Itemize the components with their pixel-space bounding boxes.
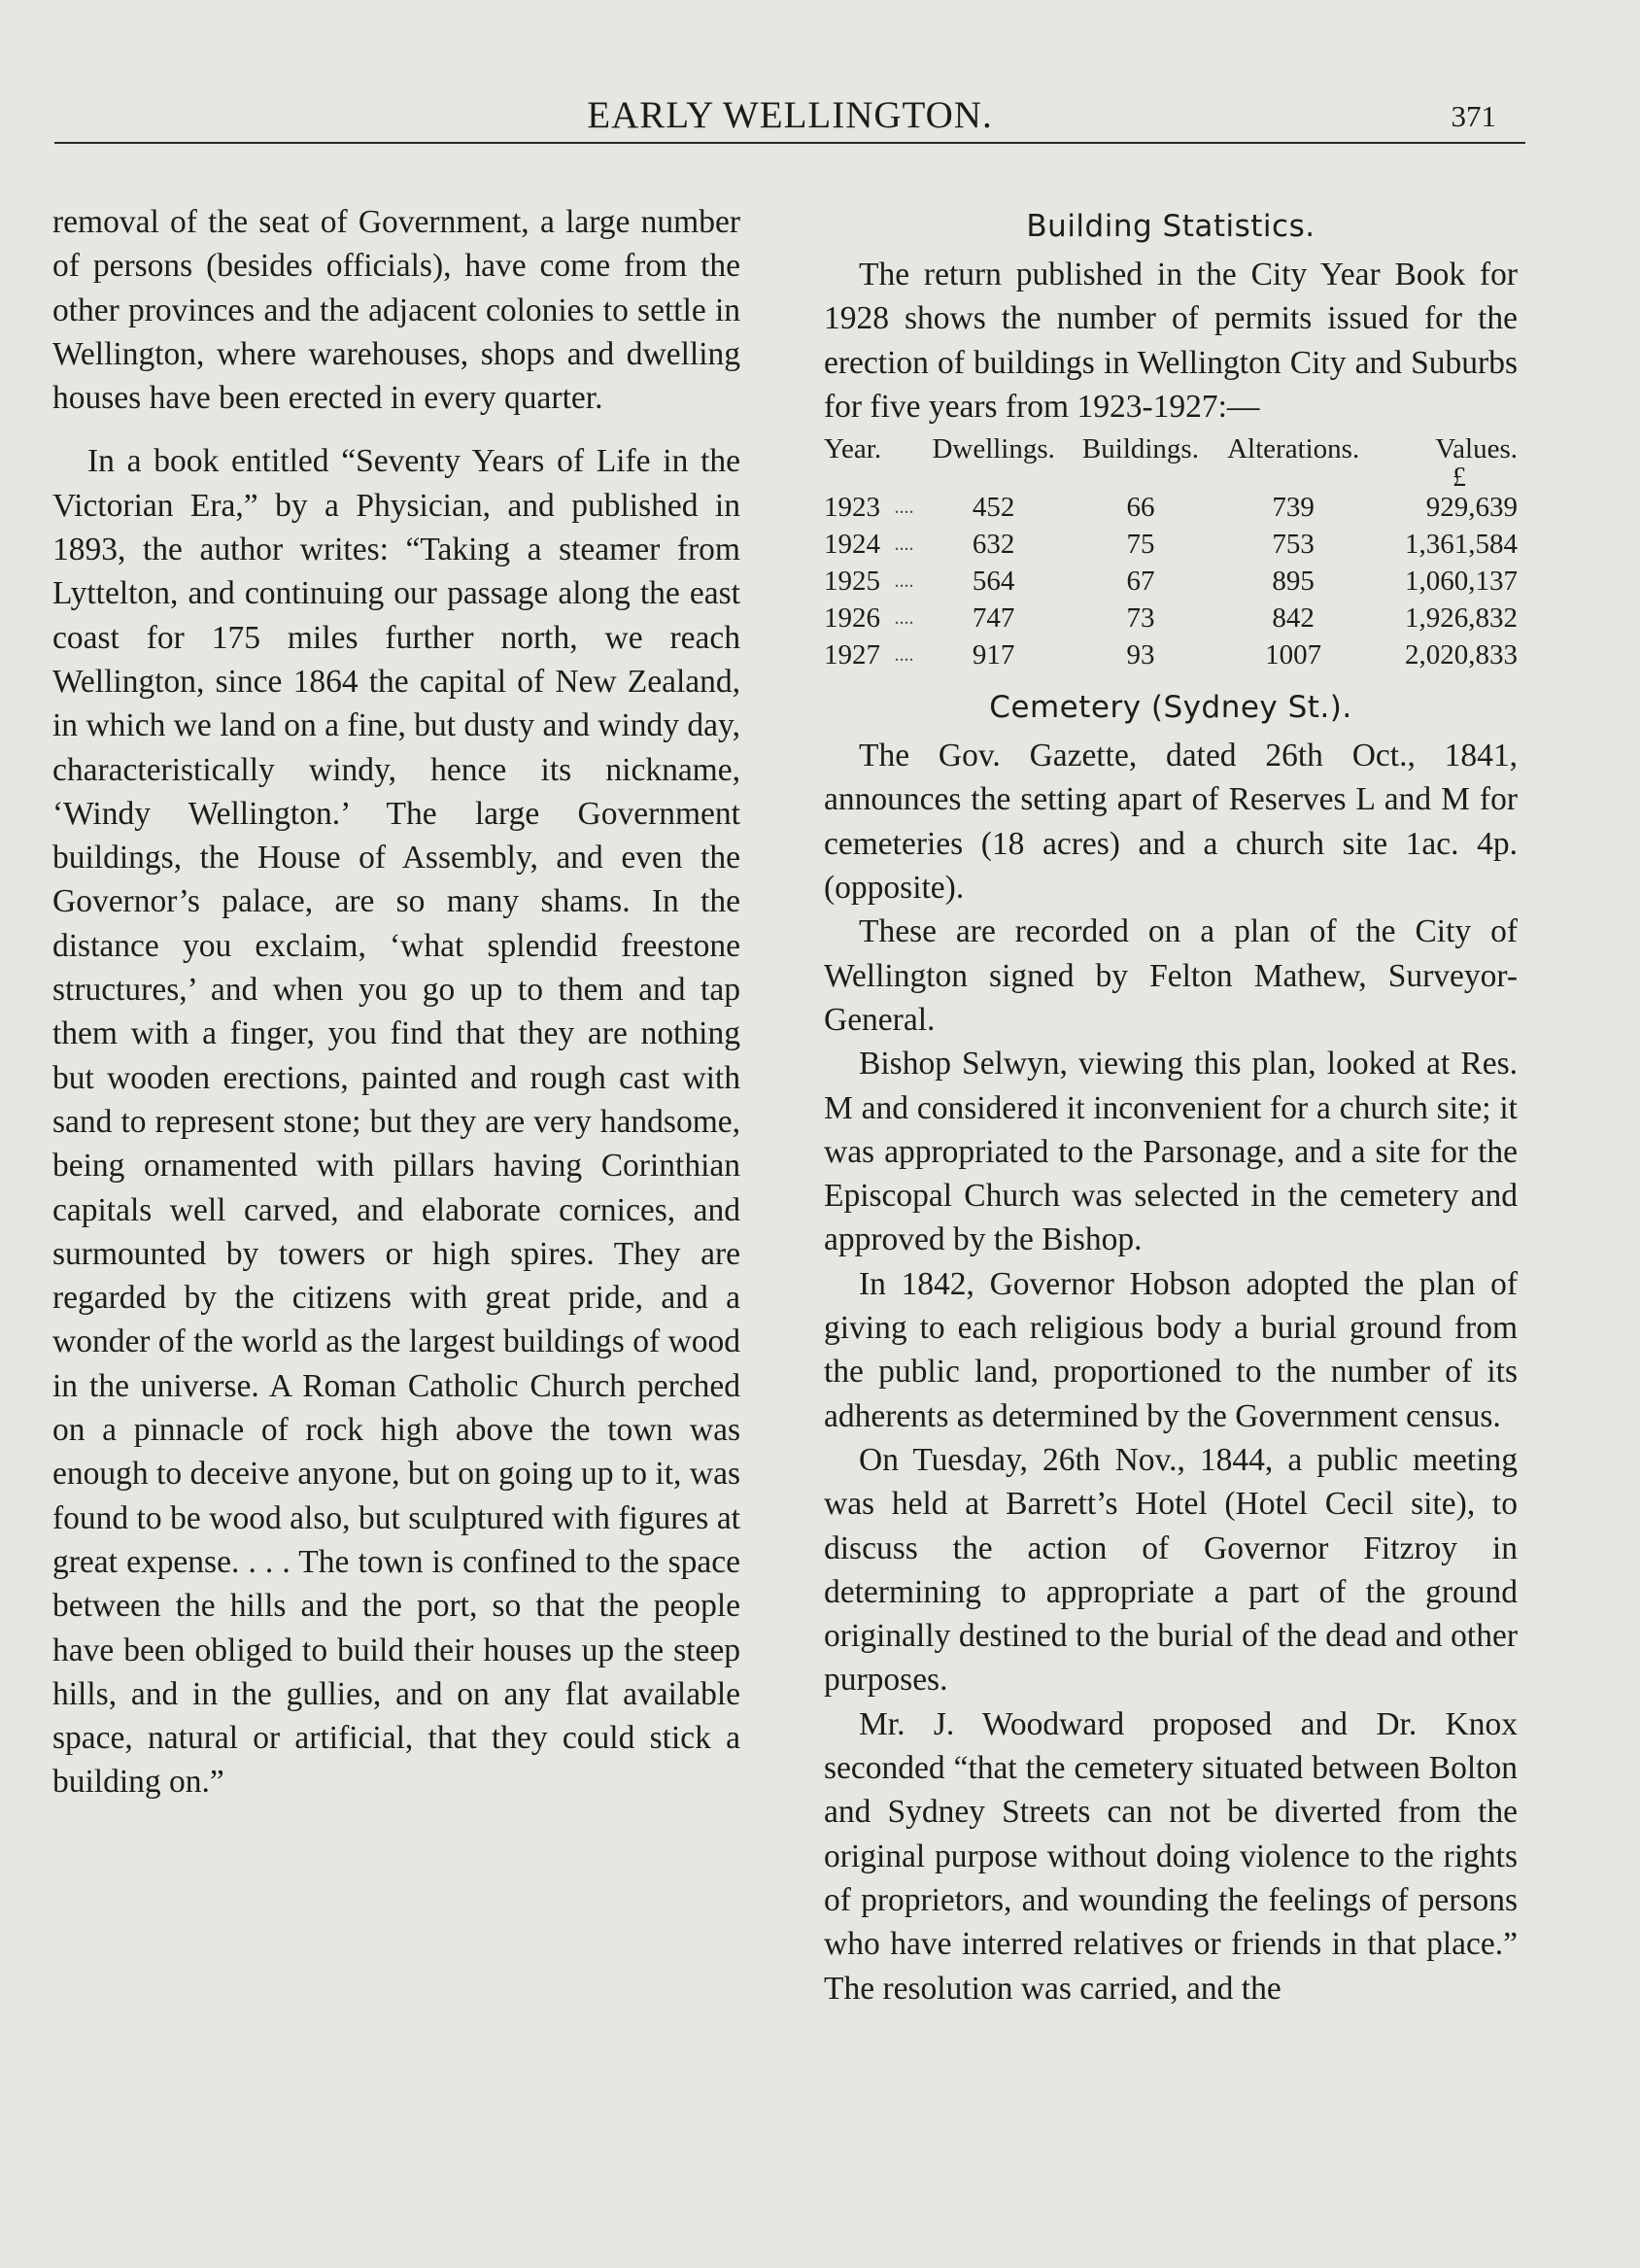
cell-leader: .... <box>894 644 914 667</box>
cell-dwellings: 917 <box>972 639 1015 671</box>
page-number: 371 <box>1451 99 1496 133</box>
paragraph: The Gov. Gazette, dated 26th Oct., 1841, announces the setting apart of Reserves L and M for cemeteries (18 acres) and a church site 1ac. 4p. (opposite). <box>824 738 1518 907</box>
column-header-dwellings: Dwellings. <box>932 433 1055 465</box>
paragraph: removal of the seat of Government, a large number of persons (besides officials), have come from the other provinces and the adjacent colonies to settle in Wellington, where warehouses, shops and dwelling houses have been erected in every quarter. <box>52 204 740 417</box>
cell-values: 2,020,833 <box>1405 639 1518 671</box>
cell-leader: .... <box>894 607 914 630</box>
paragraph: The return published in the City Year Book for 1928 shows the number of permits issued for the erection of buildings in Wellington City and Suburbs for five years from 1923-1927:— <box>824 257 1518 425</box>
cell-alterations: 753 <box>1272 529 1315 561</box>
cell-alterations: 1007 <box>1265 639 1322 671</box>
cell-year: 1923 <box>824 492 880 524</box>
column-header-year: Year. <box>824 433 882 465</box>
cell-dwellings: 564 <box>972 566 1015 598</box>
cell-buildings: 66 <box>1126 492 1155 524</box>
paragraph: Bishop Selwyn, viewing this plan, looked at Res. M and considered it inconvenient for a church site; it was appropriated to the Parsonage, and a site for the Episcopal Church was selected in the cemetery and approved by the Bishop. <box>824 1046 1518 1258</box>
table-row <box>824 489 1518 526</box>
column-header-alterations: Alterations. <box>1227 433 1360 465</box>
cell-leader: .... <box>894 570 914 593</box>
cell-buildings: 73 <box>1126 602 1155 635</box>
running-title: EARLY WELLINGTON. <box>587 94 993 136</box>
cell-year: 1926 <box>824 602 880 635</box>
column-header-buildings: Buildings. <box>1081 433 1199 465</box>
paragraph: In 1842, Governor Hobson adopted the plan of giving to each religious body a burial ground from the public land, proportioned to the number of its adherents as determined by the Government census. <box>824 1265 1518 1434</box>
table-row <box>824 526 1518 563</box>
right-column <box>824 200 1518 2010</box>
table-row <box>824 636 1518 673</box>
cell-buildings: 75 <box>1126 529 1155 561</box>
cell-year: 1927 <box>824 639 880 671</box>
left-column <box>52 200 740 1804</box>
cell-values: 1,361,584 <box>1405 529 1518 561</box>
page-header <box>54 93 1525 144</box>
cell-values: 1,926,832 <box>1405 602 1518 635</box>
column-header-values: Values. <box>1435 433 1518 465</box>
cell-leader: .... <box>894 497 914 519</box>
section-heading-cemetery: Cemetery (Sydney St.). <box>989 690 1352 726</box>
cell-alterations: 842 <box>1272 602 1315 635</box>
table-row <box>824 563 1518 600</box>
cell-alterations: 739 <box>1272 492 1315 524</box>
cell-buildings: 93 <box>1126 639 1155 671</box>
cell-year: 1924 <box>824 529 880 561</box>
paragraph: These are recorded on a plan of the City of Wellington signed by Felton Mathew, Surveyor-General. <box>824 913 1518 1038</box>
cell-year: 1925 <box>824 566 880 598</box>
unit-row <box>824 467 1518 489</box>
paragraph: On Tuesday, 26th Nov., 1844, a public meeting was held at Barrett’s Hotel (Hotel Cecil site), to discuss the action of Governor Fitzroy in determining to appropriate a part of the ground originally destined to the burial of the dead and other purposes. <box>824 1441 1518 1699</box>
table-row <box>824 600 1518 636</box>
values-unit: £ <box>1452 463 1466 494</box>
cell-values: 929,639 <box>1425 492 1518 524</box>
cell-alterations: 895 <box>1272 566 1315 598</box>
cell-dwellings: 632 <box>972 529 1015 561</box>
section-heading-building-statistics: Building Statistics. <box>1026 209 1315 244</box>
building-statistics-table <box>824 430 1518 673</box>
column-header-leader <box>895 430 919 467</box>
paragraph: Mr. J. Woodward proposed and Dr. Knox seconded “that the cemetery situated between Bolton and Sydney Streets can not be diverted from the original purpose without doing violence to the rights of proprietors, and wounding the feelings of persons who have interred relatives or friends in that place.” The resolution was carried, and the <box>824 1705 1518 2007</box>
table-header-row <box>824 430 1518 467</box>
cell-dwellings: 747 <box>972 602 1015 635</box>
cell-buildings: 67 <box>1126 566 1155 598</box>
paragraph: In a book entitled “Seventy Years of Life in the Victorian Era,” by a Physician, and published in 1893, the author writes: “Taking a steamer from Lyttelton, and continuing our passage along the east coast for 175 miles further north, we reach Wellington, since 1864 the capital of New Zealand, in which we land on a fine, but dusty and windy day, characteristically windy, hence its nickname, ‘Windy Wellington.’ The large Government buildings, the House of Assembly, and even the Governor’s palace, are so many shams. In the distance you exclaim, ‘what splendid freestone structures,’ and when you go up to them and tap them with a finger, you find that they are nothing but wooden erections, painted and rough cast with sand to represent stone; but they are very handsome, being ornamented with pillars having Corinthian capitals well carved, and elaborate cornices, and surmounted by towers or high spires. They are regarded by the citizens with great pride, and a wonder of the world as the largest buildings of wood in the universe. A Roman Catholic Church perched on a pinnacle of rock high above the town was enough to deceive anyone, but on going up to it, was found to be wood also, but sculptured with figures at great expense. . . . The town is confined to the space between the hills and the port, so that the people have been obliged to build their houses up the steep hills, and in the gullies, and on any flat available space, natural or artificial, that they could stick a building on.” <box>52 443 740 1801</box>
cell-values: 1,060,137 <box>1405 566 1518 598</box>
cell-dwellings: 452 <box>972 492 1015 524</box>
cell-leader: .... <box>894 533 914 556</box>
